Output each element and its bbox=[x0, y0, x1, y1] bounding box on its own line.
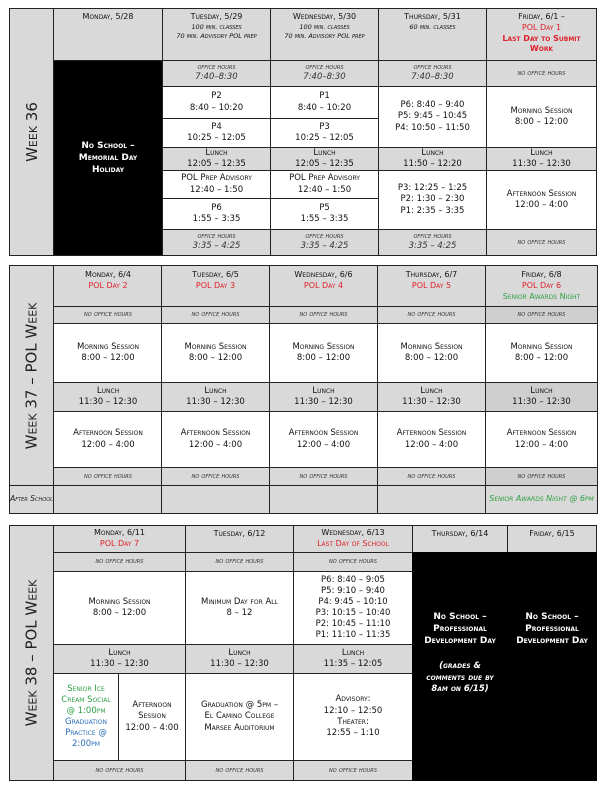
lunch-block: Lunch 11:50 – 12:20 bbox=[378, 147, 487, 171]
office-hours-thursday: office hours 7:40–8:30 bbox=[378, 60, 487, 87]
no-office-hours: no office hours bbox=[161, 467, 270, 486]
no-office-hours: no office hours bbox=[485, 306, 598, 324]
period-schedule-afternoon: P3: 12:25 – 1:25 P2: 1:30 – 2:30 P1: 2:35 – 3:35 bbox=[378, 170, 487, 230]
afternoon-session: Afternoon Session 12:00 – 4:00 bbox=[485, 411, 598, 468]
office-hours-wednesday-pm: office hours 3:35 – 4:25 bbox=[270, 229, 379, 256]
day-header-wednesday: Wednesday, 6/13 Last Day of School bbox=[293, 525, 413, 553]
lunch-block: Lunch 11:30 – 12:30 bbox=[161, 382, 270, 412]
day-header-wednesday: Wednesday, 5/30 100 min. classes 70 min. Advisory POL prep bbox=[270, 8, 379, 61]
day-header-thursday: Thursday, 6/7 POL Day 5 bbox=[377, 265, 486, 307]
period-block: P4 10:25 – 12:05 bbox=[162, 118, 271, 148]
no-office-hours: no office hours bbox=[185, 760, 294, 781]
morning-session: Morning Session 8:00 – 12:00 bbox=[161, 323, 270, 383]
morning-session: Morning Session 8:00 – 12:00 bbox=[53, 323, 163, 383]
after-school-thursday bbox=[377, 485, 486, 514]
week-37-label: Week 37 – POL Week bbox=[9, 265, 54, 486]
afternoon-session: Afternoon Session 12:00 – 4:00 bbox=[118, 673, 186, 761]
lunch-block: Lunch 11:35 – 12:05 bbox=[293, 644, 413, 674]
period-schedule-morning: P6: 8:40 – 9:40 P5: 9:45 – 10:45 P4: 10:50 – 11:50 bbox=[378, 86, 487, 148]
office-hours-tuesday: office hours 7:40–8:30 bbox=[162, 60, 271, 87]
day-header-friday: Friday, 6/15 bbox=[507, 525, 597, 553]
day-header-monday: Monday, 5/28 bbox=[53, 8, 163, 61]
lunch-block: Lunch 11:30 – 12:30 bbox=[185, 644, 294, 674]
no-office-hours: no office hours bbox=[485, 467, 598, 486]
day-header-friday: Friday, 6/8 POL Day 6 Senior Awards Night bbox=[485, 265, 598, 307]
no-office-hours: no office hours bbox=[185, 552, 294, 572]
after-school-label: After School bbox=[9, 485, 54, 514]
period-block: P3 10:25 – 12:05 bbox=[270, 118, 379, 148]
office-hours-tuesday-pm: office hours 3:35 – 4:25 bbox=[162, 229, 271, 256]
afternoon-session: Afternoon Session 12:00 – 4:00 bbox=[161, 411, 270, 468]
period-schedule-morning: P6: 8:40 – 9:05 P5: 9:10 – 9:40 P4: 9:45 – 10:10 P3: 10:15 – 10:40 P2: 10:45 – 11:10 P1: 11:10 – 11:35 bbox=[293, 571, 413, 645]
day-header-tuesday: Tuesday, 6/12 bbox=[185, 525, 294, 553]
morning-session: Morning Session 8:00 – 12:00 bbox=[486, 86, 597, 148]
lunch-block: Lunch 12:05 – 12:35 bbox=[162, 147, 271, 171]
no-office-hours: no office hours bbox=[161, 306, 270, 324]
day-header-tuesday: Tuesday, 6/5 POL Day 3 bbox=[161, 265, 270, 307]
lunch-block: Lunch 12:05 – 12:35 bbox=[270, 147, 379, 171]
lunch-block: Lunch 11:30 – 12:30 bbox=[53, 644, 186, 674]
period-block: P2 8:40 – 10:20 bbox=[162, 86, 271, 119]
lunch-block: Lunch 11:30 – 12:30 bbox=[377, 382, 486, 412]
after-school-monday bbox=[53, 485, 163, 514]
no-office-hours: no office hours bbox=[53, 306, 163, 324]
no-office-hours-friday: no office hours bbox=[486, 60, 597, 87]
after-school-tuesday bbox=[161, 485, 270, 514]
lunch-block: Lunch 11:30 – 12:30 bbox=[269, 382, 378, 412]
no-office-hours: no office hours bbox=[269, 306, 378, 324]
senior-events: Senior Ice Cream Social @ 1:00pm Graduation Practice @ 2:00pm bbox=[53, 673, 119, 761]
morning-session: Morning Session 8:00 – 12:00 bbox=[485, 323, 598, 383]
day-header-wednesday: Wednesday, 6/6 POL Day 4 bbox=[269, 265, 378, 307]
no-office-hours: no office hours bbox=[53, 467, 163, 486]
day-header-tuesday: Tuesday, 5/29 100 min. classes 70 min. Advisory POL prep bbox=[162, 8, 271, 61]
period-block: P6 1:55 – 3:35 bbox=[162, 198, 271, 230]
lunch-block: Lunch 11:30 – 12:30 bbox=[53, 382, 163, 412]
day-header-monday: Monday, 6/4 POL Day 2 bbox=[53, 265, 163, 307]
day-header-monday: Monday, 6/11 POL Day 7 bbox=[53, 525, 186, 553]
no-office-hours: no office hours bbox=[377, 306, 486, 324]
afternoon-session: Afternoon Session 12:00 – 4:00 bbox=[377, 411, 486, 468]
no-office-hours: no office hours bbox=[269, 467, 378, 486]
period-block: P1 8:40 – 10:20 bbox=[270, 86, 379, 119]
lunch-block: Lunch 11:30 – 12:30 bbox=[486, 147, 597, 171]
afternoon-session: Afternoon Session 12:00 – 4:00 bbox=[53, 411, 163, 468]
week-38-label: Week 38 – POL Week bbox=[9, 525, 54, 781]
no-school-memorial-day: No School – Memorial Day Holiday bbox=[53, 60, 163, 256]
graduation-event: Graduation @ 5pm – El Camino College Marsee Auditorium bbox=[185, 673, 294, 761]
no-school-pd-day-friday: No School – Professional Development Day bbox=[507, 552, 597, 781]
no-office-hours: no office hours bbox=[293, 552, 413, 572]
week-36-label: Week 36 bbox=[9, 8, 54, 256]
no-office-hours: no office hours bbox=[293, 760, 413, 781]
advisory-block: POL Prep Advisory 12:40 – 1:50 bbox=[270, 170, 379, 199]
day-header-friday: Friday, 6/1 – POL Day 1 Last Day to Submit Work bbox=[486, 8, 597, 61]
afternoon-session: Afternoon Session 12:00 – 4:00 bbox=[269, 411, 378, 468]
no-office-hours: no office hours bbox=[377, 467, 486, 486]
office-hours-wednesday: office hours 7:40–8:30 bbox=[270, 60, 379, 87]
advisory-theater: Advisory: 12:10 – 12:50 Theater: 12:55 – 1:10 bbox=[293, 673, 413, 761]
office-hours-thursday-pm: office hours 3:35 – 4:25 bbox=[378, 229, 487, 256]
no-office-hours: no office hours bbox=[53, 760, 186, 781]
after-school-wednesday bbox=[269, 485, 378, 514]
no-office-hours: no office hours bbox=[53, 552, 186, 572]
day-header-thursday: Thursday, 5/31 60 min. classes bbox=[378, 8, 487, 61]
no-school-pd-day-thursday: No School – Professional Development Day (grades & comments due by 8am on 6/15) bbox=[412, 552, 508, 781]
day-header-thursday: Thursday, 6/14 bbox=[412, 525, 508, 553]
period-block: P5 1:55 – 3:35 bbox=[270, 198, 379, 230]
afternoon-session: Afternoon Session 12:00 – 4:00 bbox=[486, 170, 597, 230]
after-school-friday: Senior Awards Night @ 6pm bbox=[485, 485, 598, 514]
advisory-block: POL Prep Advisory 12:40 – 1:50 bbox=[162, 170, 271, 199]
morning-session: Morning Session 8:00 – 12:00 bbox=[53, 571, 186, 645]
lunch-block: Lunch 11:30 – 12:30 bbox=[485, 382, 598, 412]
minimum-day: Minimum Day for All 8 – 12 bbox=[185, 571, 294, 645]
no-office-hours-friday-pm: no office hours bbox=[486, 229, 597, 256]
morning-session: Morning Session 8:00 – 12:00 bbox=[269, 323, 378, 383]
morning-session: Morning Session 8:00 – 12:00 bbox=[377, 323, 486, 383]
